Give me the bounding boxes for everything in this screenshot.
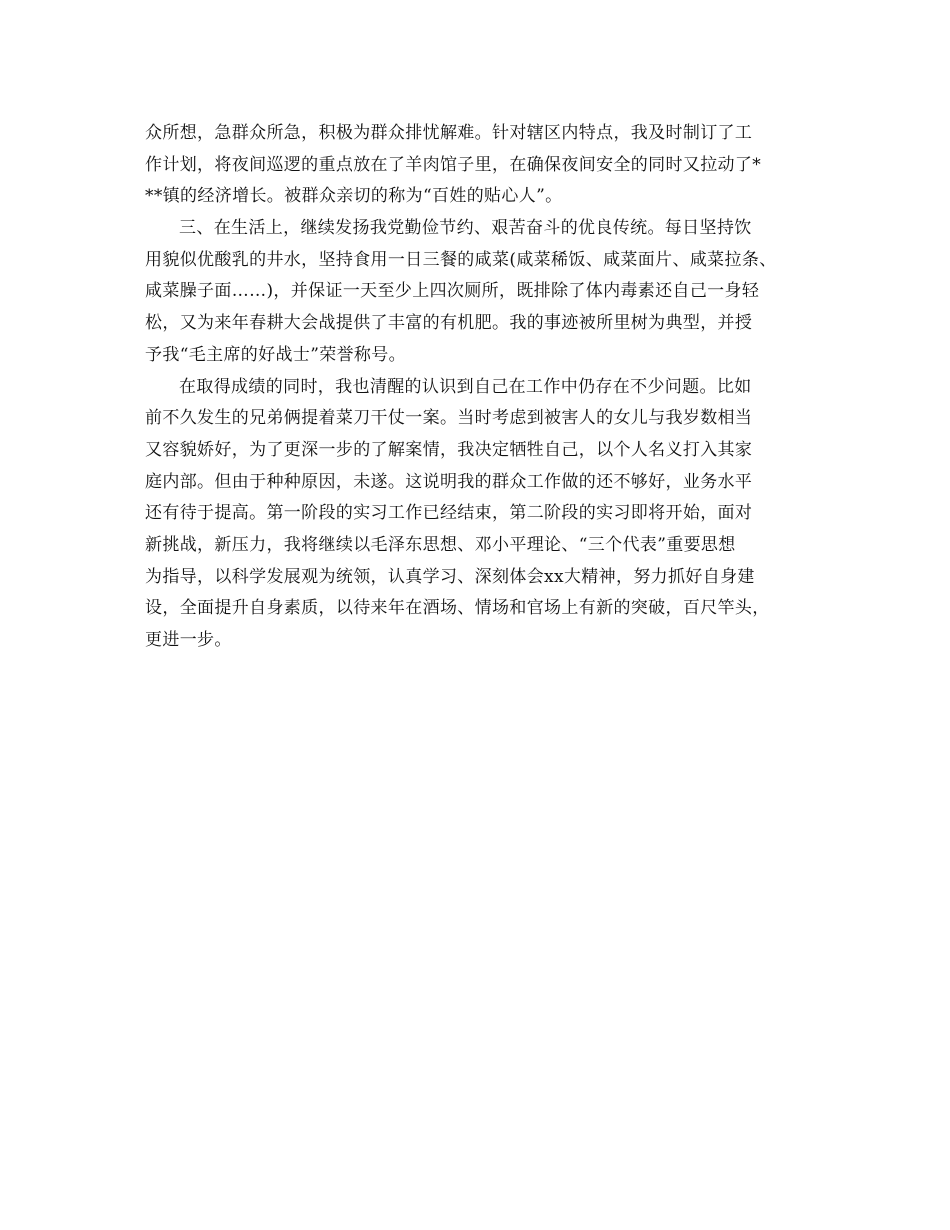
- text-line: 众所想，急群众所急，积极为群众排忧解难。针对辖区内特点，我及时制订了工: [145, 123, 753, 143]
- text-line: **镇的经济增长。被群众亲切的称为“百姓的贴心人”。: [145, 186, 563, 207]
- paragraph-start-line: 三、在生活上，继续发扬我党勤俭节约、艰苦奋斗的优良传统。每日坚持饮: [179, 218, 752, 239]
- text-line: 作计划，将夜间巡逻的重点放在了羊肉馆子里，在确保夜间安全的同时又拉动了*: [145, 154, 762, 175]
- paragraph-start-line: 在取得成绩的同时，我也清醒的认识到自己在工作中仍存在不少问题。比如: [179, 376, 752, 397]
- text-line: 设，全面提升自身素质，以待来年在酒场、情场和官场上有新的突破，百尺竿头，: [145, 598, 770, 619]
- text-line: 庭内部。但由于种种原因，未遂。这说明我的群众工作做的还不够好，业务水平: [145, 471, 753, 492]
- text-line: 予我“毛主席的好战士”荣誉称号。: [145, 344, 406, 365]
- text-line: 为指导，以科学发展观为统领，认真学习、深刻体会xx大精神，努力抓好自身建: [145, 566, 755, 587]
- body-text: [145, 118, 815, 657]
- text-line: 新挑战，新压力，我将继续以毛泽东思想、邓小平理论、“三个代表”重要思想: [145, 534, 736, 555]
- text-line: 还有待于提高。第一阶段的实习工作已经结束，第二阶段的实习即将开始，面对: [145, 503, 753, 524]
- text-line: 咸菜臊子面……)，并保证一天至少上四次厕所，既排除了体内毒素还自己一身轻: [145, 281, 760, 302]
- text-line: 又容貌娇好，为了更深一步的了解案情，我决定牺牲自己，以个人名义打入其家: [145, 439, 753, 460]
- text-line: 更进一步。: [145, 630, 232, 650]
- text-line: 用貌似优酸乳的井水，坚持食用一日三餐的咸菜(咸菜稀饭、咸菜面片、咸菜拉条、: [145, 249, 777, 270]
- text-line: 前不久发生的兄弟俩提着菜刀干仗一案。当时考虑到被害人的女儿与我岁数相当: [145, 408, 753, 429]
- text-line: 松，又为来年春耕大会战提供了丰富的有机肥。我的事迹被所里树为典型，并授: [145, 313, 753, 334]
